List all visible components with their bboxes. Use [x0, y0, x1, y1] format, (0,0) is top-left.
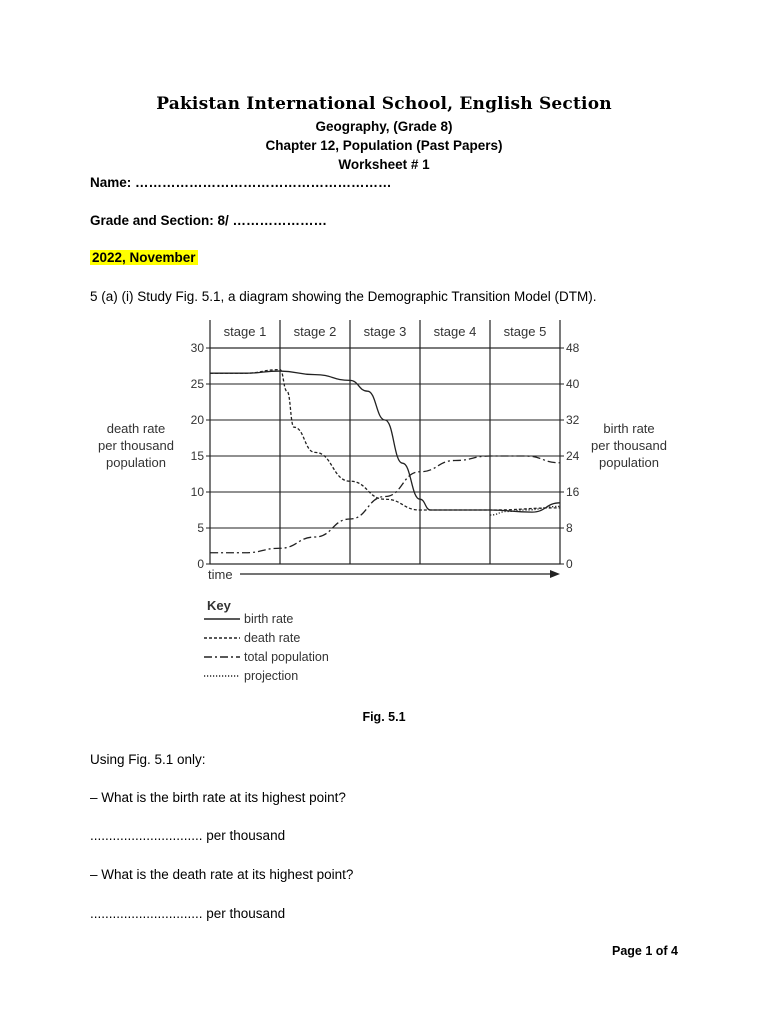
right-axis-ticks	[560, 341, 580, 571]
legend-title: Key	[207, 598, 231, 613]
left-axis-label: per thousand	[98, 438, 174, 453]
right-tick-label: 16	[566, 485, 580, 499]
right-tick-label: 0	[566, 557, 573, 571]
left-tick-label: 0	[197, 557, 204, 571]
grade-section-field: Grade and Section: 8/ …………………	[90, 213, 328, 228]
dtm-chart	[80, 312, 700, 692]
right-tick-label: 40	[566, 377, 580, 391]
right-tick-label: 24	[566, 449, 580, 463]
stage-label: stage 4	[433, 324, 477, 339]
answer-1-line: .............................. per thousand	[90, 828, 286, 843]
time-arrowhead	[550, 570, 560, 578]
chapter-heading: Chapter 12, Population (Past Papers)	[265, 138, 503, 153]
left-tick-label: 20	[190, 413, 204, 427]
stage-label: stage 1	[223, 324, 267, 339]
legend-label: projection	[244, 669, 299, 683]
left-tick-label: 5	[197, 521, 204, 535]
right-tick-label: 32	[566, 413, 580, 427]
right-tick-label: 48	[566, 341, 580, 355]
left-tick-label: 15	[190, 449, 204, 463]
page-number: Page 1 of 4	[611, 944, 678, 958]
question-1: – What is the birth rate at its highest point?	[90, 790, 346, 805]
right-axis-label: per thousand	[591, 438, 667, 453]
school-title: Pakistan International School, English Section	[156, 94, 612, 114]
chart-legend	[204, 598, 329, 683]
stage-labels	[224, 324, 547, 339]
stage-label: stage 3	[363, 324, 407, 339]
session-highlight: 2022, November	[92, 250, 196, 265]
left-axis-label: death rate	[106, 421, 166, 436]
answer-2-line: .............................. per thousand	[90, 906, 286, 921]
x-axis-label: time	[208, 567, 233, 582]
right-axis-label: population	[599, 455, 659, 470]
right-axis-label: birth rate	[603, 421, 655, 436]
worksheet-heading: Worksheet # 1	[338, 157, 430, 172]
legend-label: birth rate	[244, 612, 294, 626]
left-tick-label: 10	[190, 485, 204, 499]
stage-label: stage 5	[503, 324, 547, 339]
session-label	[90, 250, 198, 265]
name-field: Name: …………………………………………………	[90, 175, 392, 190]
chart-series	[210, 370, 560, 553]
question-intro: 5 (a) (i) Study Fig. 5.1, a diagram showing the Demographic Transition Model (DTM).	[90, 289, 597, 304]
question-2: – What is the death rate at its highest point?	[90, 867, 354, 882]
left-axis-ticks	[191, 341, 210, 571]
legend-label: death rate	[244, 631, 301, 645]
right-tick-label: 8	[566, 521, 573, 535]
axis-labels	[98, 421, 667, 582]
left-axis-label: population	[106, 455, 166, 470]
figure-caption: Fig. 5.1	[362, 710, 406, 724]
using-figure-note: Using Fig. 5.1 only:	[90, 752, 206, 767]
left-tick-label: 25	[190, 377, 204, 391]
chart-grid	[210, 320, 560, 564]
left-tick-label: 30	[190, 341, 204, 355]
legend-label: total population	[244, 650, 329, 664]
series-line-total-population	[210, 456, 560, 553]
stage-label: stage 2	[293, 324, 337, 339]
series-line-death-rate	[210, 370, 560, 510]
series-line-birth-rate	[210, 371, 560, 512]
subject-heading: Geography, (Grade 8)	[315, 119, 453, 134]
